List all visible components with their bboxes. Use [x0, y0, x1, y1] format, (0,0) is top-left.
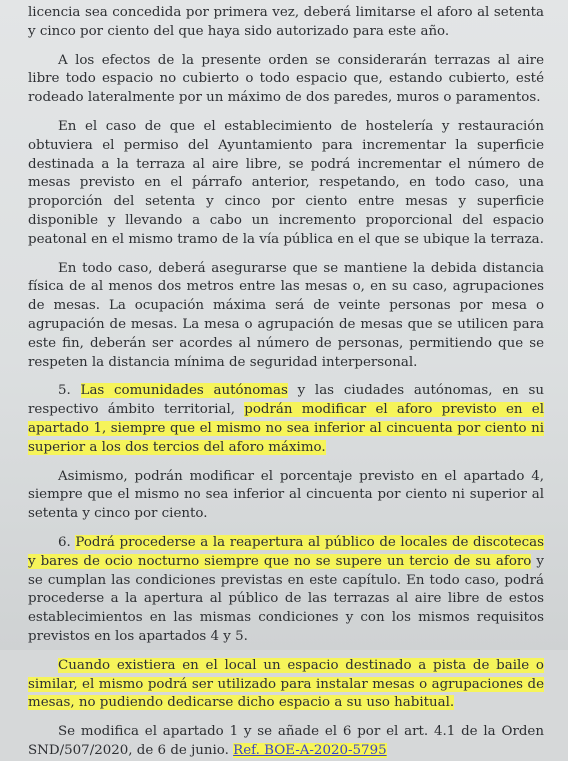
highlighted-text: Podrá procederse a la reapertura al público de locales de discotecas y bares de ocio nocturno siempre que no se supere un tercio de su aforo — [28, 534, 544, 569]
paragraph-section-5 — [28, 382, 544, 457]
highlighted-text: Las comunidades autónomas — [80, 383, 288, 399]
paragraph-continuation: licencia sea concedida por primera vez, deberá limitarse el aforo al setenta y cinco por ciento del que haya sido autorizado para este año. — [28, 5, 544, 39]
paragraph-distance-rules: En todo caso, deberá asegurarse que se mantiene la debida distancia física de al menos dos metros entre las mesas o, en su caso, agrupaciones de mesas. La ocupación máxima será de veinte personas por mesa o agrupación de mesas. La mesa o agrupación de mesas que se utilicen para este fin, deberán ser acordes al número de personas, permitiendo que se respeten la distancia mínima de seguridad interpersonal. — [28, 260, 544, 370]
section-text: y se cumplan las condiciones previstas en este capítulo. En todo caso, podrá procederse a la apertura al público de las terrazas al aire libre de estos establecimientos en las mismas condiciones y con los mismos requisitos previstos en los apartados 4 y 5. — [28, 553, 544, 644]
section-text: y las ciudades autónomas, en su respectivo ámbito territorial, — [28, 383, 545, 418]
paragraph-terraces-definition: A los efectos de la presente orden se considerarán terrazas al aire libre todo espacio no cubierto o todo espacio que, estando cubierto, esté rodeado lateralmente por un máximo de dos paredes, muros o paramentos. — [28, 52, 544, 106]
section-number: 6. — [58, 534, 71, 550]
legal-text-block — [28, 4, 544, 761]
reference-link[interactable]: Ref. BOE-A-2020-5795 — [233, 742, 387, 758]
paragraph-dance-floor — [28, 657, 544, 713]
paragraph-section-6 — [28, 534, 544, 647]
paragraph-reference — [28, 723, 544, 761]
paragraph-percentage: Asimismo, podrán modificar el porcentaje previsto en el apartado 4, siempre que el mismo no sea inferior al cincuenta por ciento ni superior al setenta y cinco por ciento. — [28, 468, 544, 522]
modification-note: Se modifica el apartado 1 y se añade el 6 por el art. 4.1 de la Orden SND/507/2020, de 6 de junio. — [28, 724, 544, 758]
section-number: 5. — [58, 383, 71, 399]
highlighted-reference — [233, 743, 387, 758]
highlighted-text: Cuando existiera en el local un espacio destinado a pista de baile o similar, el mismo podrá ser utilizado para instalar mesas o agrupaciones de mesas, no pudiendo dedicarse dicho espacio a su uso habitual. — [28, 657, 544, 711]
highlighted-text: podrán modificar el aforo previsto en el apartado 1, siempre que el mismo no sea inferior al cincuenta por ciento ni superior a los dos tercios del aforo máximo. — [28, 402, 544, 455]
paragraph-terrace-expansion: En el caso de que el establecimiento de hostelería y restauración obtuviera el permiso del Ayuntamiento para incrementar la superficie destinada a la terraza al aire libre, se podrá incrementar el número de mesas previsto en el párrafo anterior, respetando, en todo caso, una proporción del setenta y cinco por ciento entre mesas y superficie disponible y llevando a cabo un incremento proporcional del espacio peatonal en el mismo tramo de la vía pública en el que se ubique la terraza. — [28, 118, 544, 247]
